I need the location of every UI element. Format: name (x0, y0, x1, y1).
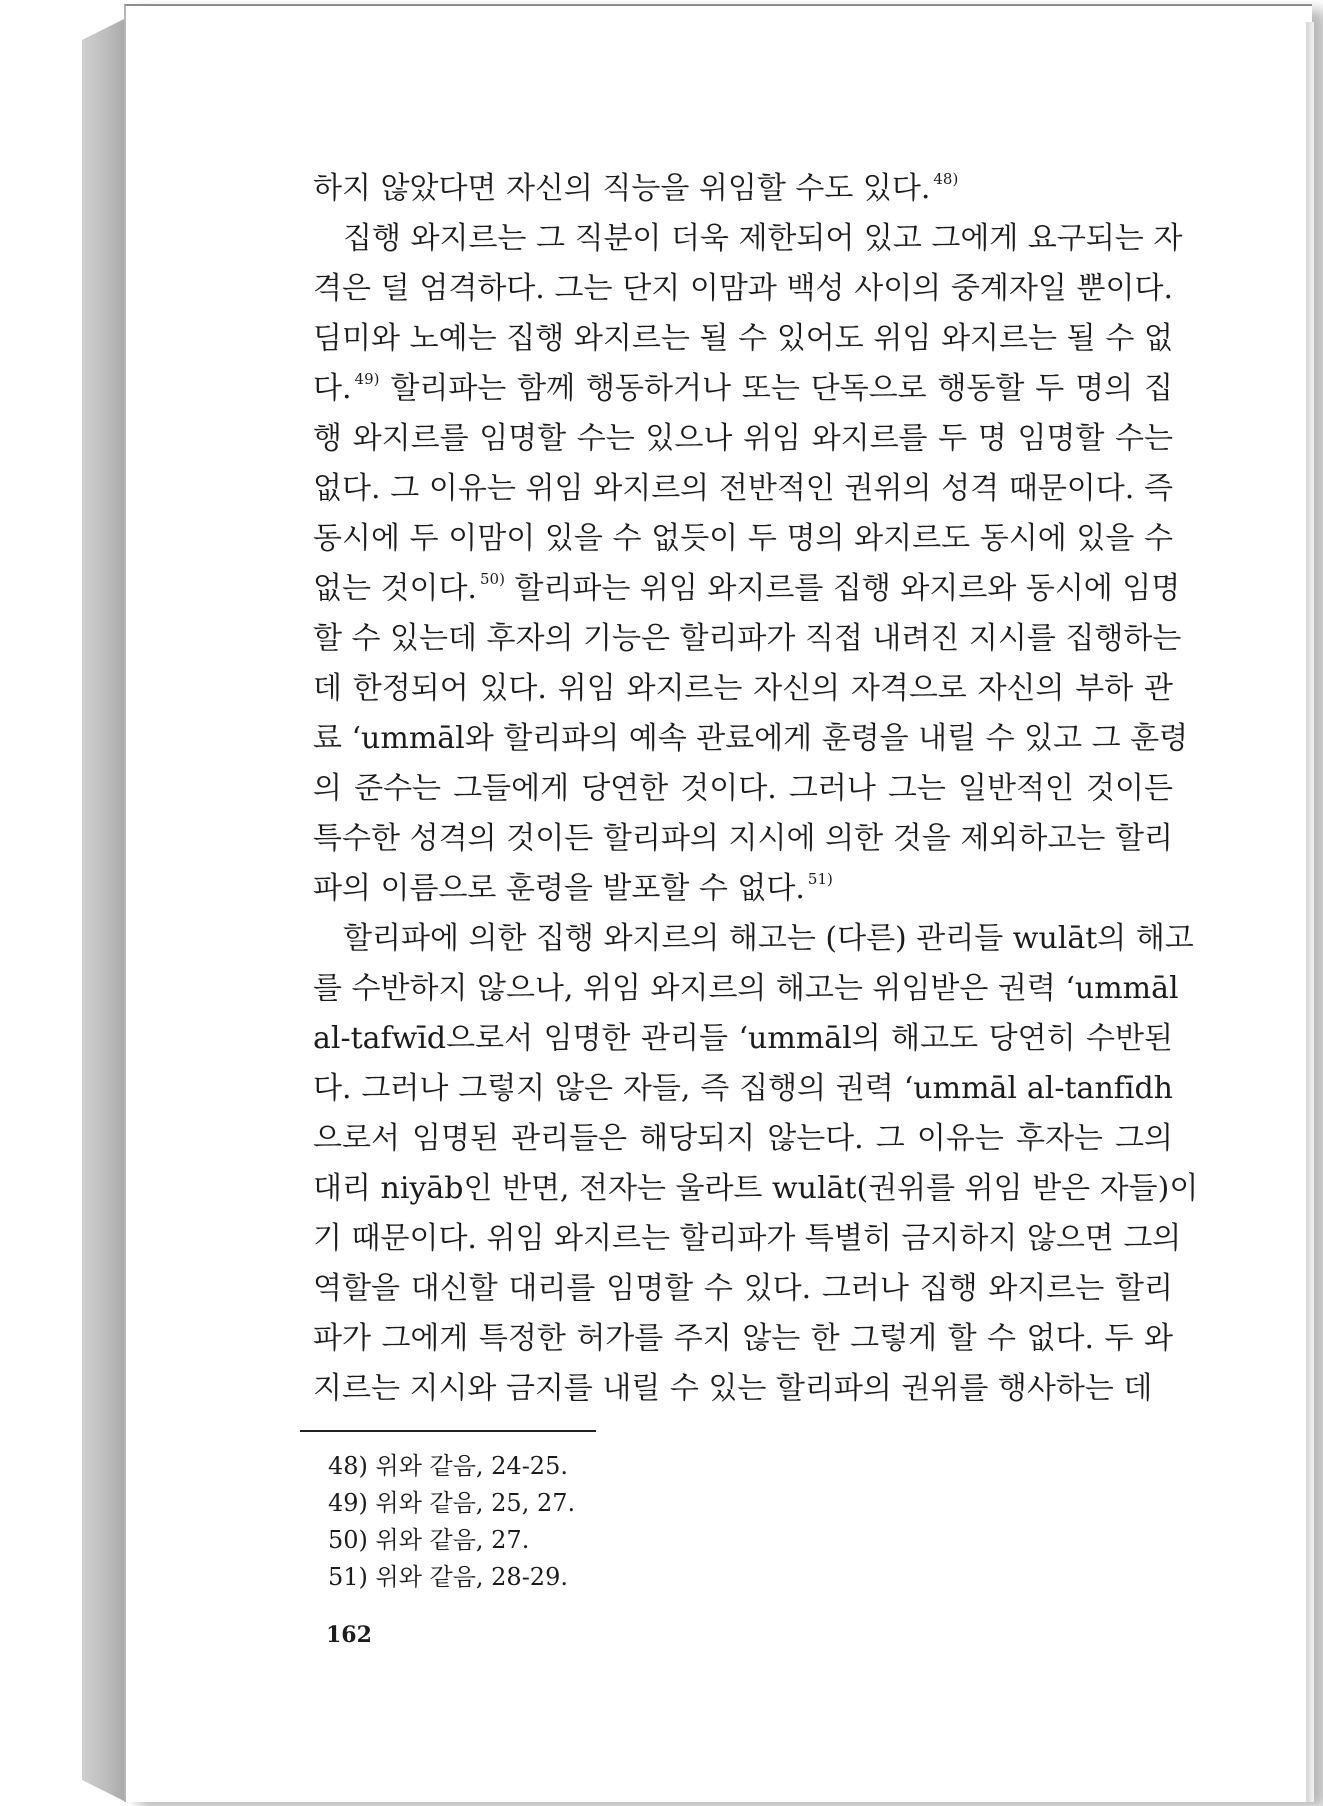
footnote-48: 48) 위와 같음, 24-25. (328, 1452, 568, 1480)
line-text: 역할을 대신할 대리를 임명할 수 있다. 그러나 집행 와지르는 할리 (313, 1271, 1173, 1306)
line-text: 할 수 있는데 후자의 기능은 할리파가 직접 내려진 지시를 집행하는 (313, 621, 1182, 656)
footnote-50: 50) 위와 같음, 27. (328, 1526, 530, 1554)
line-text: al-tafwīd으로서 임명한 관리들 ‘ummāl의 해고도 당연히 수반된 (313, 1021, 1173, 1056)
page-number: 162 (326, 1622, 372, 1648)
text-line (313, 164, 1173, 214)
line-text: 료 ‘ummāl와 할리파의 예속 관료에게 훈령을 내릴 수 있고 그 훈령 (313, 721, 1189, 756)
text-line (313, 214, 1183, 264)
text-line (313, 364, 1173, 414)
line-text: 격은 덜 엄격하다. 그는 단지 이맘과 백성 사이의 중계자일 뿐이다. (313, 271, 1173, 306)
line-text-continued: 할리파는 함께 행동하거나 또는 단독으로 행동할 두 명의 집 (379, 371, 1173, 406)
line-text: 없는 것이다. (313, 571, 477, 606)
footnote-49: 49) 위와 같음, 25, 27. (328, 1489, 576, 1517)
text-line (313, 1214, 1182, 1264)
text-line (313, 864, 1173, 914)
line-text: 없다. 그 이유는 위임 와지르의 전반적인 권위의 성격 때문이다. 즉 (313, 471, 1173, 506)
line-text-continued: 할리파는 위임 와지르를 집행 와지르와 동시에 임명 (504, 571, 1181, 606)
text-line (313, 1114, 1173, 1164)
text-line (313, 1164, 1199, 1214)
footnote-rule (300, 1430, 596, 1432)
line-text: 특수한 성격의 것이든 할리파의 지시에 의한 것을 제외하고는 할리 (313, 821, 1173, 856)
line-text: 할리파에 의한 집행 와지르의 해고는 (다른) 관리들 wulāt의 해고 (343, 921, 1194, 956)
text-line (313, 614, 1182, 664)
footnote-reference: 49) (354, 370, 380, 388)
line-text: 다. (313, 371, 352, 406)
body-text (313, 164, 1199, 1414)
text-line (313, 964, 1179, 1014)
text-line (313, 564, 1181, 614)
line-text: 대리 niyāb인 반면, 전자는 울라트 wulāt(권위를 위임 받은 자들)이 (313, 1171, 1199, 1206)
text-line (313, 714, 1189, 764)
footnote-reference: 48) (933, 170, 959, 188)
line-text: 데 한정되어 있다. 위임 와지르는 자신의 자격으로 자신의 부하 관 (313, 671, 1173, 706)
page-edge (1306, 22, 1314, 1802)
line-text: 하지 않았다면 자신의 직능을 위임할 수도 있다. (313, 171, 931, 206)
footnote-reference: 50) (479, 570, 505, 588)
text-line (313, 1014, 1173, 1064)
text-line (313, 664, 1173, 714)
text-line (313, 314, 1173, 364)
text-line (313, 1064, 1173, 1114)
line-text: 지르는 지시와 금지를 내릴 수 있는 할리파의 권위를 행사하는 데 (313, 1371, 1153, 1406)
line-text: 의 준수는 그들에게 당연한 것이다. 그러나 그는 일반적인 것이든 (313, 771, 1173, 806)
line-text: 다. 그러나 그렇지 않은 자들, 즉 집행의 권력 ‘ummāl al-tanfīdh (313, 1071, 1173, 1106)
text-line (313, 814, 1173, 864)
line-text: 집행 와지르는 그 직분이 더욱 제한되어 있고 그에게 요구되는 자 (343, 221, 1183, 256)
line-text: 으로서 임명된 관리들은 해당되지 않는다. 그 이유는 후자는 그의 (313, 1121, 1173, 1156)
line-text: 파의 이름으로 훈령을 발포할 수 없다. (313, 871, 805, 906)
line-text: 기 때문이다. 위임 와지르는 할리파가 특별히 금지하지 않으면 그의 (313, 1221, 1182, 1256)
line-text: 동시에 두 이맘이 있을 수 없듯이 두 명의 와지르도 동시에 있을 수 (313, 521, 1173, 556)
text-line (313, 414, 1173, 464)
text-line (313, 514, 1173, 564)
footnote-reference: 51) (807, 870, 833, 888)
text-line (313, 264, 1173, 314)
footnote-51: 51) 위와 같음, 28-29. (328, 1563, 568, 1591)
text-line (313, 464, 1173, 514)
footnotes (328, 1448, 575, 1596)
line-text: 행 와지르를 임명할 수는 있으나 위임 와지르를 두 명 임명할 수는 (313, 421, 1173, 456)
text-line (313, 1264, 1173, 1314)
line-text: 딤미와 노예는 집행 와지르는 될 수 있어도 위임 와지르는 될 수 없 (313, 321, 1173, 356)
text-line (313, 914, 1194, 964)
line-text: 파가 그에게 특정한 허가를 주지 않는 한 그렇게 할 수 없다. 두 와 (313, 1321, 1173, 1356)
text-line (313, 764, 1173, 814)
text-line (313, 1364, 1173, 1414)
line-text: 를 수반하지 않으나, 위임 와지르의 해고는 위임받은 권력 ‘ummāl (313, 971, 1179, 1006)
book-spine (82, 18, 126, 1802)
text-line (313, 1314, 1173, 1364)
